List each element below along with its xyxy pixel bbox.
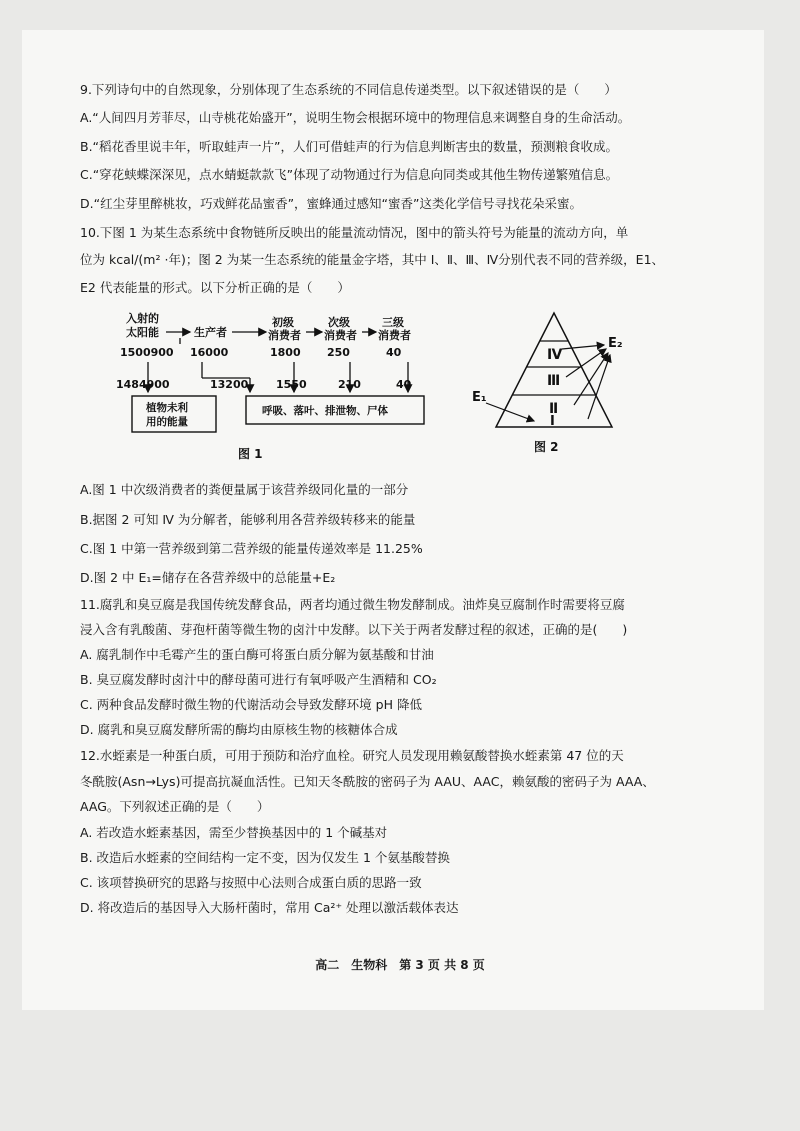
q11-stem-line2: 浸入含有乳酸菌、芽孢杆菌等微生物的卤汁中发酵。以下关于两者发酵过程的叙述，正确的是( ): [80, 622, 628, 637]
q11-option-b: B. 臭豆腐发酵时卤汁中的酵母菌可进行有氧呼吸产生酒精和 CO₂: [80, 672, 437, 687]
q10-stem-line1: 10.下图 1 为某生态系统中食物链所反映出的能量流动情况，图中的箭头符号为能量的流动方向，单: [80, 225, 629, 240]
q12-stem-line2: 冬酰胺(Asn→Lys)可提高抗凝血活性。已知天冬酰胺的密码子为 AAU、AAC，赖氨酸的密码子为 AAA、: [80, 774, 655, 789]
sun-label-1: 入射的: [126, 312, 159, 325]
q9-option-b: B.“稻花香里说丰年，听取蛙声一片”，人们可借蛙声的行为信息判断害虫的数量，预测粮食收成。: [80, 139, 619, 154]
q10-option-a: A.图 1 中次级消费者的粪便量属于该营养级同化量的一部分: [80, 482, 409, 497]
level-1: Ⅰ: [550, 414, 555, 429]
q10-stem-line3: E2 代表能量的形式。以下分析正确的是（ ）: [80, 280, 350, 295]
level-4: Ⅳ: [547, 347, 563, 363]
unused-box-label-2: 用的能量: [146, 416, 188, 428]
tertiary-consumer-label-2: 消费者: [378, 329, 411, 342]
q9-option-d: D.“红尘芽里醉桃妆，巧戏鲜花品蜜香”，蜜蜂通过感知“蜜香”这类化学信号寻找花朵采蜜。: [80, 196, 583, 211]
q11-stem-line1: 11.腐乳和臭豆腐是我国传统发酵食品，两者均通过微生物发酵制成。油炸臭豆腐制作时需要将豆腐: [80, 597, 625, 612]
q9-stem: 9.下列诗句中的自然现象，分别体现了生态系统的不同信息传递类型。以下叙述错误的是（ ）: [80, 82, 617, 97]
secondary-consumer-label-2: 消费者: [324, 329, 357, 342]
sun-value: 1500900: [120, 346, 174, 359]
producer-loss-value: 13200: [210, 378, 249, 391]
q11-option-a: A. 腐乳制作中毛霉产生的蛋白酶可将蛋白质分解为氨基酸和甘油: [80, 647, 434, 662]
figure-2-caption: 图 2: [534, 440, 559, 454]
q10-option-d: D.图 2 中 E₁=储存在各营养级中的总能量+E₂: [80, 570, 336, 585]
q12-option-d: D. 将改造后的基因导入大肠杆菌时，常用 Ca²⁺ 处理以激活载体表达: [80, 900, 459, 915]
loss-box-label: 呼吸、落叶、排泄物、尸体: [262, 405, 388, 417]
secondary-consumer-value: 250: [327, 346, 350, 359]
q11-option-d: D. 腐乳和臭豆腐发酵所需的酶均由原核生物的核糖体合成: [80, 722, 398, 737]
q11-option-c: C. 两种食品发酵时微生物的代谢活动会导致发酵环境 pH 降低: [80, 697, 422, 712]
producer-label: 生产者: [194, 326, 227, 339]
level-2-text: Ⅱ: [549, 401, 559, 417]
secondary-loss-value: 210: [338, 378, 361, 391]
tertiary-consumer-label-1: 三级: [382, 316, 404, 329]
tertiary-consumer-value: 40: [386, 346, 402, 359]
sun-label-2: 太阳能: [126, 326, 159, 339]
q9-option-c: C.“穿花蛱蝶深深见，点水蜻蜓款款飞”体现了动物通过行为信息向同类或其他生物传递繁殖信息。: [80, 167, 619, 182]
q12-stem-line3: AAG。下列叙述正确的是（ ）: [80, 799, 270, 814]
level-3: Ⅲ: [547, 373, 561, 389]
unused-box-label-1: 植物未利: [146, 402, 188, 414]
figure-1-caption: 图 1: [238, 447, 263, 461]
page-footer: 高二 生物科 第 3 页 共 8 页: [315, 958, 485, 972]
e1-label: E₁: [472, 390, 487, 405]
q12-option-a: A. 若改造水蛭素基因，需至少替换基因中的 1 个碱基对: [80, 825, 388, 840]
tertiary-loss-value: 40: [396, 378, 412, 391]
q12-option-c: C. 该项替换研究的思路与按照中心法则合成蛋白质的思路一致: [80, 875, 422, 890]
energy-pyramid-figure-2: [470, 305, 640, 463]
q10-stem-line2: 位为 kcal/(m² ·年)；图 2 为某一生态系统的能量金字塔，其中 Ⅰ、Ⅱ、Ⅲ、Ⅳ分别代表不同的营养级，E1、: [80, 252, 665, 267]
producer-value: 16000: [190, 346, 229, 359]
q10-option-c: C.图 1 中第一营养级到第二营养级的能量传递效率是 11.25%: [80, 541, 423, 556]
primary-loss-value: 1550: [276, 378, 307, 391]
primary-consumer-label-1: 初级: [272, 316, 294, 329]
primary-consumer-value: 1800: [270, 346, 301, 359]
e2-label: E₂: [608, 336, 623, 351]
secondary-consumer-label-1: 次级: [328, 316, 350, 329]
unused-energy-value: 1484900: [116, 378, 170, 391]
energy-flow-figure-1: [110, 308, 450, 468]
q12-stem-line1: 12.水蛭素是一种蛋白质，可用于预防和治疗血栓。研究人员发现用赖氨酸替换水蛭素第 47 位的天: [80, 748, 624, 763]
q12-option-b: B. 改造后水蛭素的空间结构一定不变，因为仅发生 1 个氨基酸替换: [80, 850, 450, 865]
q9-option-a: A.“人间四月芳菲尽，山寺桃花始盛开”，说明生物会根据环境中的物理信息来调整自身的生命活动。: [80, 110, 631, 125]
primary-consumer-label-2: 消费者: [268, 329, 301, 342]
q10-option-b: B.据图 2 可知 Ⅳ 为分解者，能够利用各营养级转移来的能量: [80, 512, 416, 527]
